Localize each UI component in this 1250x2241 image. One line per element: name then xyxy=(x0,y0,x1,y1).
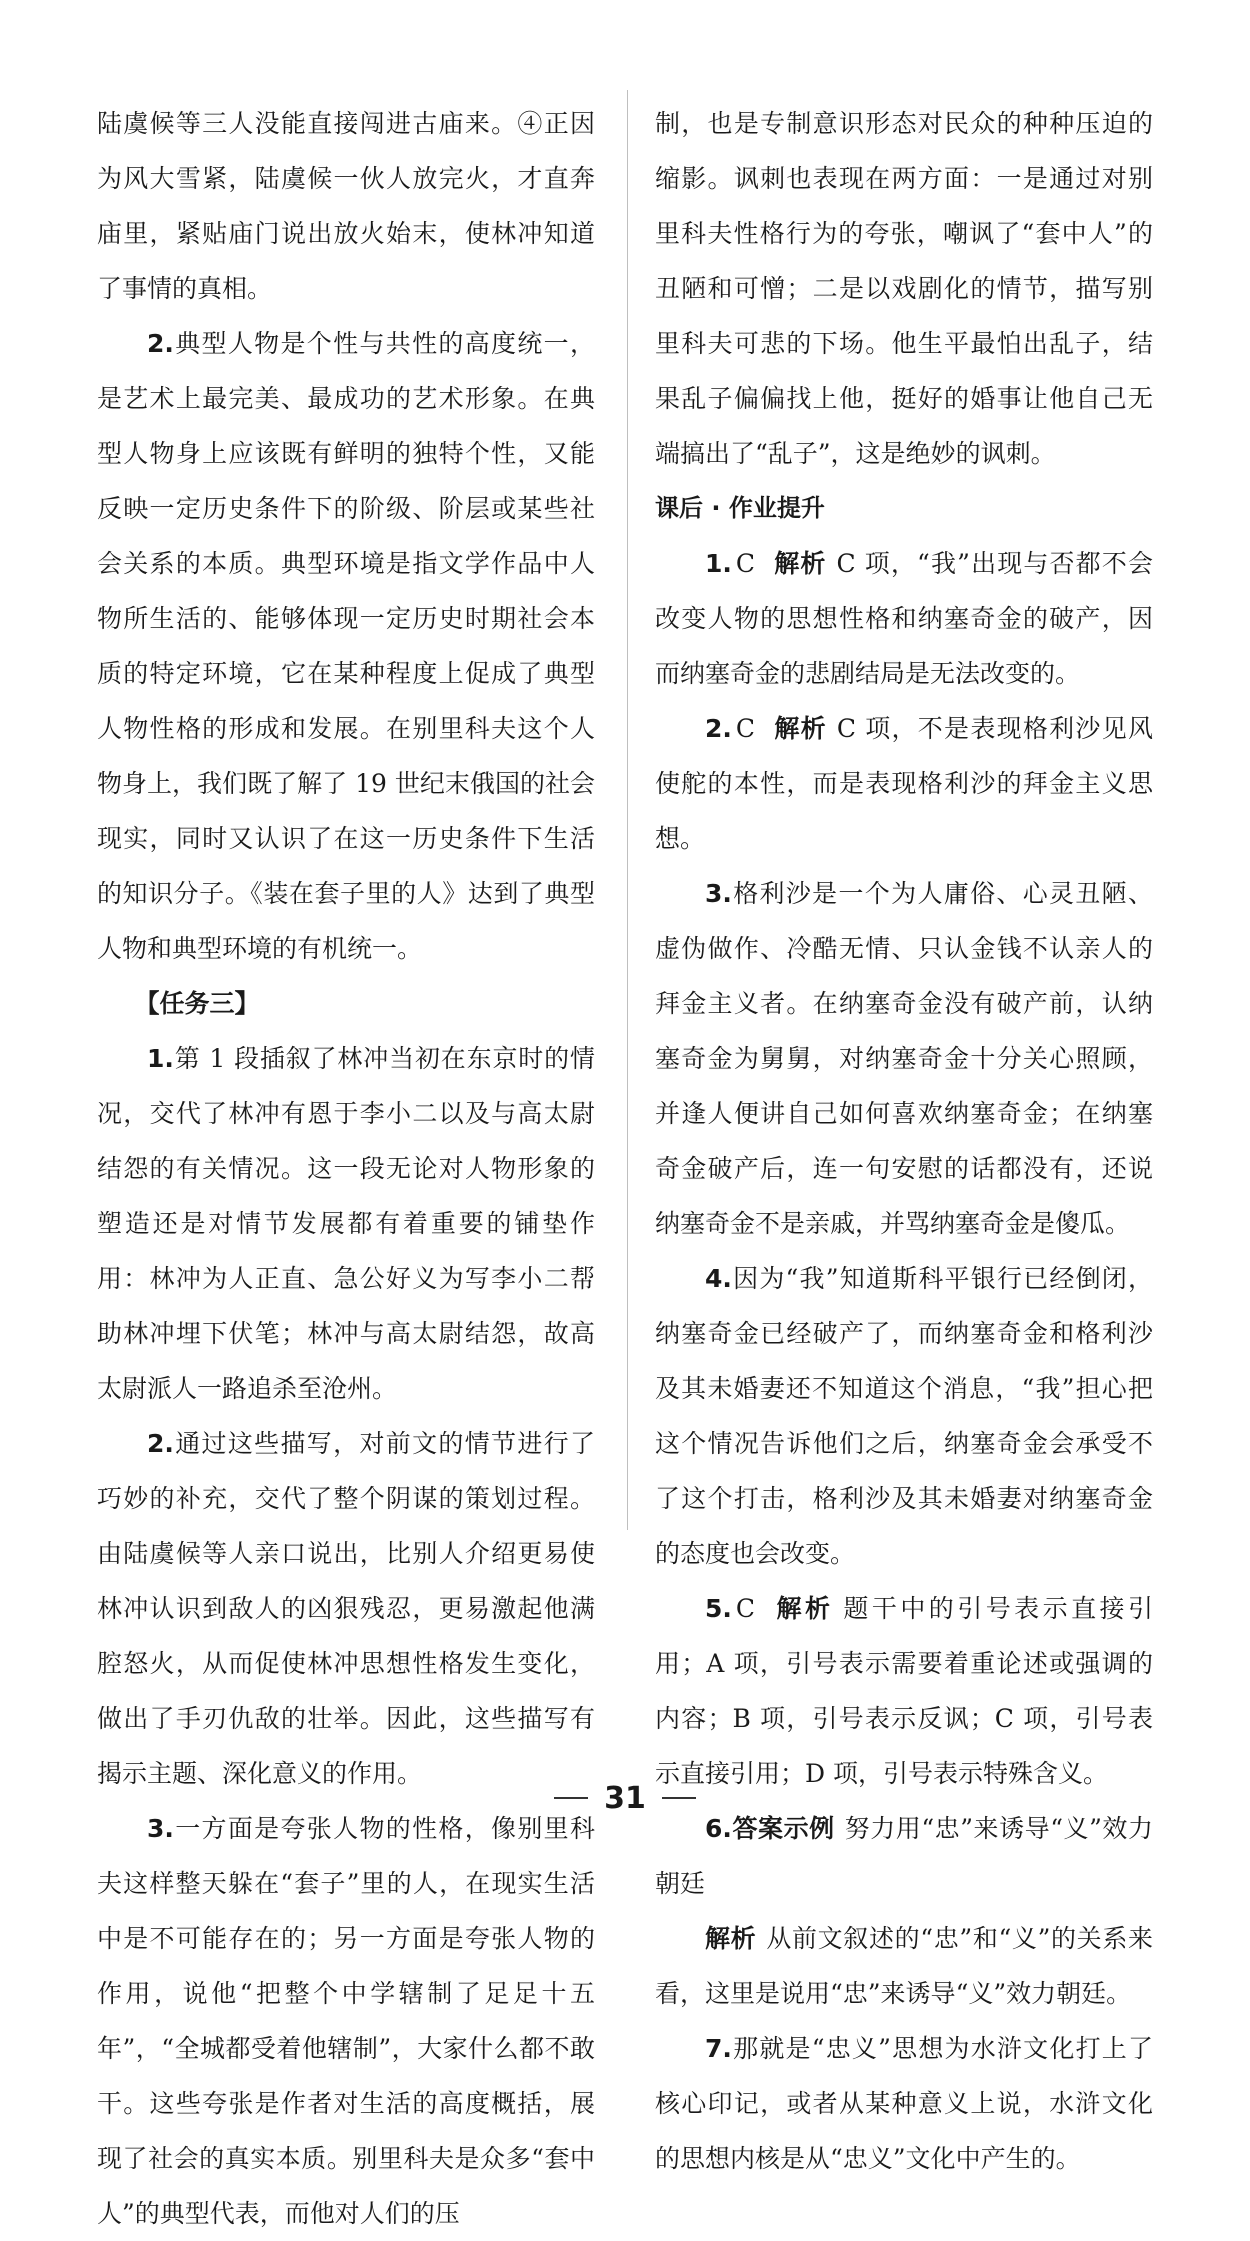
paragraph: 陆虞候等三人没能直接闯进古庙来。④正因为风大雪紧，陆虞候一伙人放完火，才直奔庙里，紧贴庙门说出放火始末，使林冲知道了事情的真相。 xyxy=(97,109,595,303)
footer-dash-right xyxy=(662,1797,696,1799)
item-number: 1. xyxy=(705,549,732,578)
item-text: 通过这些描写，对前文的情节进行了巧妙的补充，交代了整个阴谋的策划过程。由陆虞候等人亲口说出，比别人介绍更易使林冲认识到敌人的凶狠残忍，更易激起他满腔怒火，从而促使林冲思想性格发生变化，做出了手刃仇敌的壮举。因此，这些描写有揭示主题、深化意义的作用。 xyxy=(97,1429,595,1788)
analysis-label: 解析 xyxy=(773,1594,834,1623)
answer-choice: C xyxy=(735,1594,756,1623)
item-number: 6. xyxy=(705,1814,732,1843)
item-text: 典型人物是个性与共性的高度统一，是艺术上最完美、最成功的艺术形象。在典型人物身上应该既有鲜明的独特个性，又能反映一定历史条件下的阶级、阶层或某些社会关系的本质。典型环境是指文学作品中人物所生活的、能够体现一定历史时期社会本质的特定环境，它在某种程度上促成了典型人物性格的形成和发展。在别里科夫这个人物身上，我们既了解了 19 世纪末俄国的社会现实，同时又认识了在这一历史条件下生活的知识分子。《装在套子里的人》达到了典型人物和典型环境的有机统一。 xyxy=(97,329,595,963)
item-number: 3. xyxy=(147,1814,174,1843)
paragraph xyxy=(97,1801,595,2241)
item-text: 那就是“忠义”思想为水浒文化打上了核心印记，或者从某种意义上说，水浒文化的思想内核是从“忠义”文化中产生的。 xyxy=(655,2034,1153,2173)
left-column xyxy=(97,96,595,2241)
answer-item xyxy=(655,866,1153,1251)
analysis-label: 解析 xyxy=(773,549,827,578)
item-text: 因为“我”知道斯科平银行已经倒闭，纳塞奇金已经破产了，而纳塞奇金和格利沙及其未婚妻还不知道这个消息，“我”担心把这个情况告诉他们之后，纳塞奇金会承受不了这个打击，格利沙及其未婚妻对纳塞奇金的态度也会改变。 xyxy=(655,1264,1153,1568)
item-text: 格利沙是一个为人庸俗、心灵丑陋、虚伪做作、冷酷无情、只认金钱不认亲人的拜金主义者。在纳塞奇金没有破产前，认纳塞奇金为舅舅，对纳塞奇金十分关心照顾，并逢人便讲自己如何喜欢纳塞奇金；在纳塞奇金破产后，连一句安慰的话都没有，还说纳塞奇金不是亲戚，并骂纳塞奇金是傻瓜。 xyxy=(655,879,1153,1238)
answer-item xyxy=(655,1911,1153,2021)
item-number: 5. xyxy=(705,1594,732,1623)
paragraph xyxy=(97,316,595,976)
answer-item xyxy=(655,1581,1153,1801)
task-heading: 【任务三】 xyxy=(134,989,260,1018)
page-footer xyxy=(0,1778,1250,1818)
paragraph xyxy=(97,1031,595,1416)
analysis-label: 解析 xyxy=(773,714,827,743)
item-number: 1. xyxy=(147,1044,174,1073)
right-column xyxy=(655,96,1153,2186)
answer-choice: C xyxy=(735,549,756,578)
analysis-label: 解析 xyxy=(705,1924,757,1953)
section-heading: 课后 · 作业提升 xyxy=(655,494,825,522)
item-text: 一方面是夸张人物的性格，像别里科夫这样整天躲在“套子”里的人，在现实生活中是不可能存在的；另一方面是夸张人物的作用，说他“把整个中学辖制了足足十五年”，“全城都受着他辖制”，大家什么都不敢干。这些夸张是作者对生活的高度概括，展现了社会的真实本质。别里科夫是众多“套中人”的典型代表，而他对人们的压 xyxy=(97,1814,595,2228)
answer-item xyxy=(655,1251,1153,1581)
item-number: 7. xyxy=(705,2034,732,2063)
column-divider xyxy=(627,90,628,1530)
paragraph: 制，也是专制意识形态对民众的种种压迫的缩影。讽刺也表现在两方面：一是通过对别里科夫性格行为的夸张，嘲讽了“套中人”的丑陋和可憎；二是以戏剧化的情节，描写别里科夫可悲的下场。他生平最怕出乱子，结果乱子偏偏找上他，挺好的婚事让他自己无端搞出了“乱子”，这是绝妙的讽刺。 xyxy=(655,109,1153,468)
item-number: 2. xyxy=(147,329,174,358)
item-text: C 项，不是表现格利沙见风使舵的本性，而是表现格利沙的拜金主义思想。 xyxy=(655,714,1153,853)
item-number: 3. xyxy=(705,879,732,908)
item-number: 2. xyxy=(705,714,732,743)
item-text: 题干中的引号表示直接引用；A 项，引号表示需要着重论述或强调的内容；B 项，引号表示反讽；C 项，引号表示直接引用；D 项，引号表示特殊含义。 xyxy=(655,1594,1153,1788)
item-text: 第 1 段插叙了林冲当初在东京时的情况，交代了林冲有恩于李小二以及与高太尉结怨的有关情况。这一段无论对人物形象的塑造还是对情节发展都有着重要的铺垫作用：林冲为人正直、急公好义为写李小二帮助林冲埋下伏笔；林冲与高太尉结怨，故高太尉派人一路追杀至沧州。 xyxy=(97,1044,595,1403)
item-number: 2. xyxy=(147,1429,174,1458)
paragraph xyxy=(97,1416,595,1801)
item-number: 4. xyxy=(705,1264,732,1293)
footer-dash-left xyxy=(554,1797,588,1799)
answer-item xyxy=(655,701,1153,866)
item-text: 从前文叙述的“忠”和“义”的关系来看，这里是说用“忠”来诱导“义”效力朝廷。 xyxy=(655,1924,1153,2008)
answer-item xyxy=(655,2021,1153,2186)
answer-example-label: 答案示例 xyxy=(731,1814,835,1843)
item-text: 努力用“忠”来诱导“义”效力朝廷 xyxy=(655,1814,1153,1898)
answer-item xyxy=(655,536,1153,701)
page-number: 31 xyxy=(604,1780,646,1816)
answer-choice: C xyxy=(735,714,756,743)
item-text: C 项，“我”出现与否都不会改变人物的思想性格和纳塞奇金的破产，因而纳塞奇金的悲剧结局是无法改变的。 xyxy=(655,549,1153,688)
